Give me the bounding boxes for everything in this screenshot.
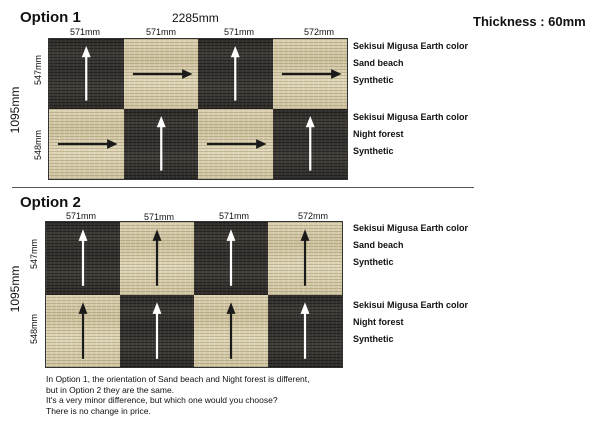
option2-legend-top	[353, 220, 468, 271]
tatami-tile-light	[49, 109, 124, 179]
legend-line: Sand beach	[353, 58, 404, 68]
tatami-tile-dark	[198, 39, 273, 109]
arrow-up-icon	[268, 295, 342, 368]
option1-legend-bottom	[353, 109, 468, 160]
legend-line: Sekisui Migusa Earth color	[353, 41, 469, 51]
option2-legend-bottom	[353, 297, 468, 348]
arrow-up-icon	[268, 222, 342, 295]
legend-line: Synthetic	[353, 146, 394, 156]
arrow-up-icon	[273, 109, 348, 179]
option1-col-width-1: 571mm	[70, 27, 101, 37]
arrow-up-icon	[194, 222, 268, 295]
legend-line: Sekisui Migusa Earth color	[353, 112, 469, 122]
arrow-up-icon	[124, 109, 199, 179]
option1-total-width: 2285mm	[172, 11, 219, 25]
option2-col-width-4: 572mm	[298, 211, 329, 221]
arrow-up-icon	[49, 39, 124, 109]
arrow-up-icon	[120, 295, 194, 368]
option1-legend-top	[353, 38, 468, 89]
tatami-tile-light	[268, 222, 342, 295]
option2-col-width-2: 571mm	[144, 212, 175, 222]
option2-total-height: 1095mm	[8, 265, 22, 313]
comparison-note	[46, 374, 310, 416]
option2-title: Option 2	[20, 194, 81, 211]
tatami-tile-dark	[268, 295, 342, 368]
tatami-tile-dark	[194, 222, 268, 295]
option1-row-height-2: 548mm	[33, 130, 43, 161]
legend-line: Night forest	[353, 129, 404, 139]
tatami-tile-light	[124, 39, 199, 109]
tatami-tile-dark	[124, 109, 199, 179]
tatami-tile-light	[194, 295, 268, 368]
arrow-right-icon	[198, 109, 273, 179]
note-line: It's a very minor difference, but which one would you choose?	[46, 395, 278, 405]
option2-col-width-1: 571mm	[66, 211, 97, 221]
tatami-tile-light	[120, 222, 194, 295]
option1-col-width-3: 571mm	[224, 27, 255, 37]
legend-line: Sand beach	[353, 240, 404, 250]
arrow-right-icon	[49, 109, 124, 179]
tatami-tile-light	[46, 295, 120, 368]
tatami-tile-dark	[49, 39, 124, 109]
note-line: There is no change in price.	[46, 405, 151, 416]
option2-col-width-3: 571mm	[219, 211, 250, 221]
legend-line: Sekisui Migusa Earth color	[353, 300, 469, 310]
option2-row-height-2: 548mm	[29, 314, 39, 345]
option1-col-width-2: 571mm	[146, 27, 177, 37]
arrow-up-icon	[120, 222, 194, 295]
option1-row-height-1: 547mm	[33, 55, 43, 86]
tatami-tile-dark	[120, 295, 194, 368]
arrow-up-icon	[194, 295, 268, 368]
arrow-right-icon	[124, 39, 199, 109]
arrow-up-icon	[46, 295, 120, 368]
arrow-right-icon	[273, 39, 348, 109]
section-divider	[12, 187, 474, 188]
legend-line: Synthetic	[353, 334, 394, 344]
option1-tile-grid	[48, 38, 348, 180]
legend-line: Synthetic	[353, 75, 394, 85]
note-line: In Option 1, the orientation of Sand beach and Night forest is different,	[46, 374, 310, 384]
legend-line: Night forest	[353, 317, 404, 327]
tatami-tile-dark	[46, 222, 120, 295]
tatami-tile-light	[273, 39, 348, 109]
tatami-tile-light	[198, 109, 273, 179]
option2-tile-grid	[45, 221, 343, 368]
option1-total-height: 1095mm	[8, 86, 22, 134]
legend-line: Sekisui Migusa Earth color	[353, 223, 469, 233]
legend-line: Synthetic	[353, 257, 394, 267]
option2-row-height-1: 547mm	[29, 239, 39, 270]
option1-title: Option 1	[20, 9, 81, 26]
option1-col-width-4: 572mm	[304, 27, 335, 37]
arrow-up-icon	[46, 222, 120, 295]
note-line: but in Option 2 they are the same.	[46, 384, 175, 395]
arrow-up-icon	[198, 39, 273, 109]
thickness-label: Thickness : 60mm	[473, 14, 586, 29]
tatami-tile-dark	[273, 109, 348, 179]
